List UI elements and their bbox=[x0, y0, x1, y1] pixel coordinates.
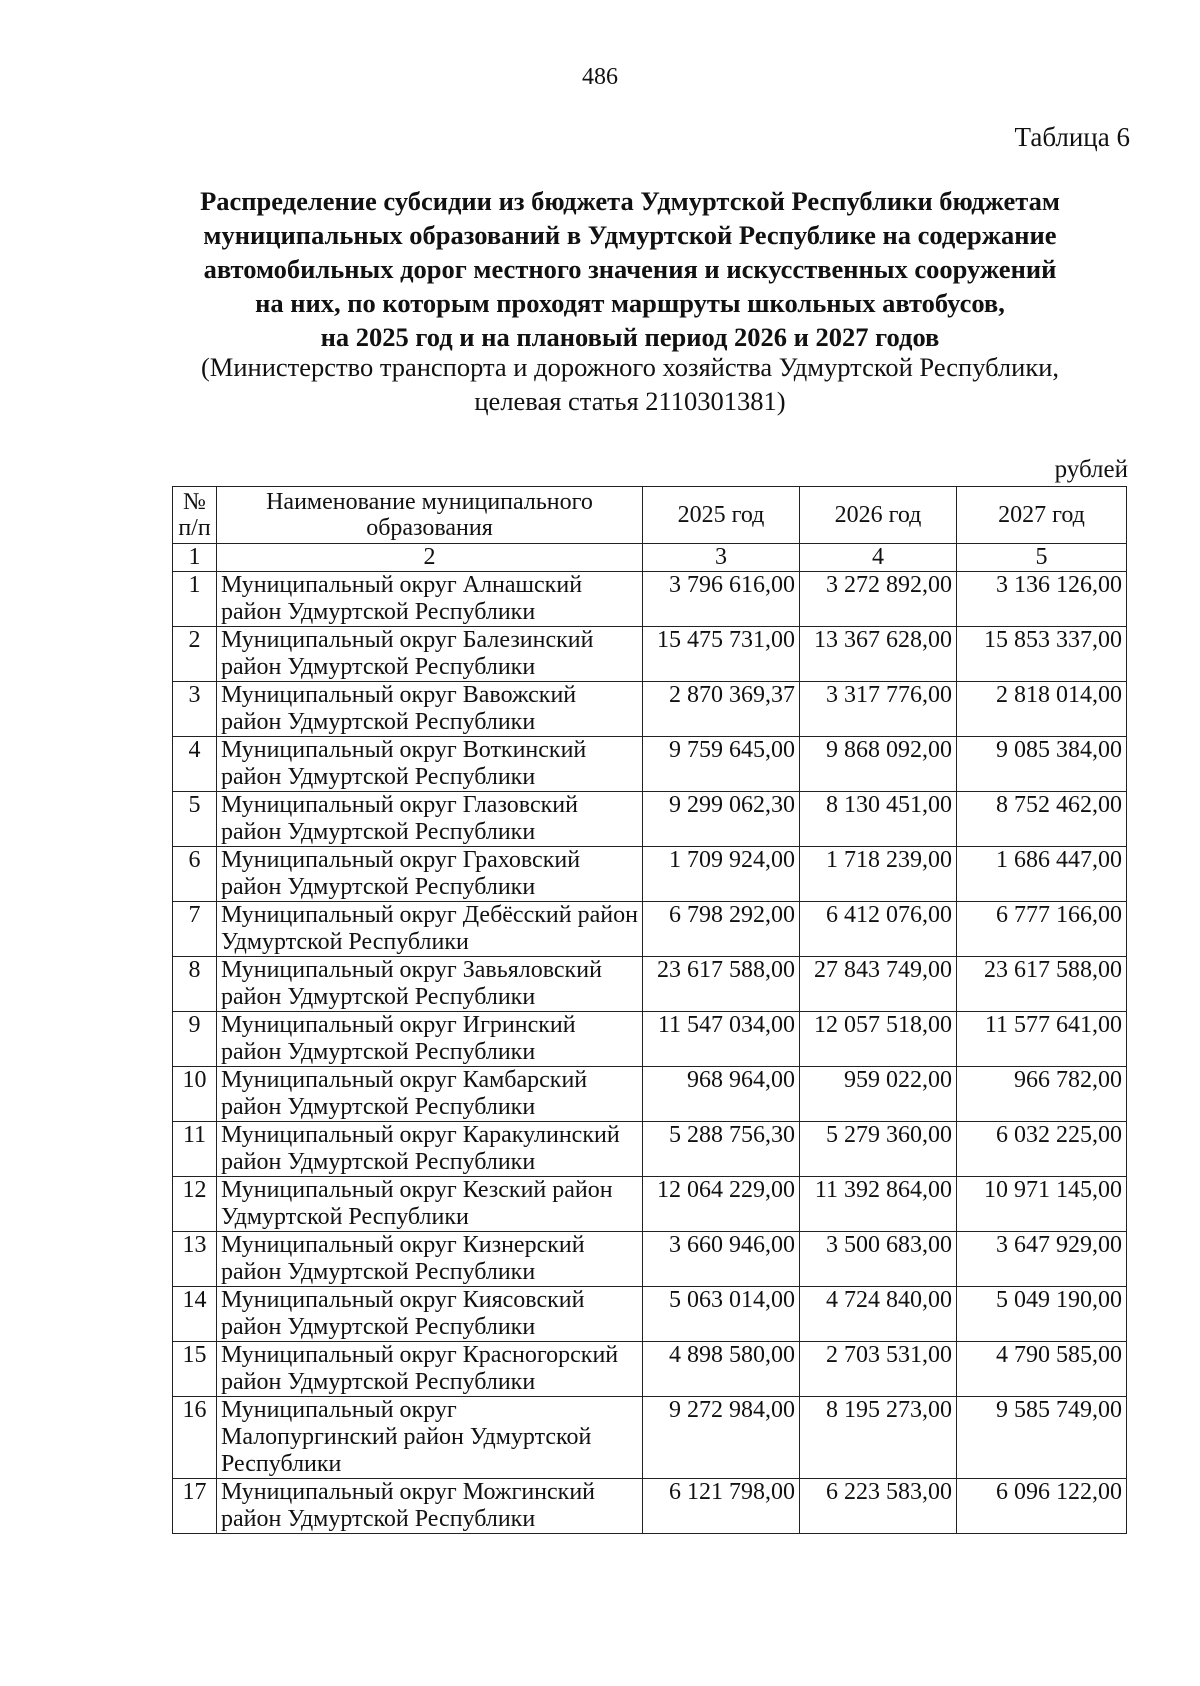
municipality-name: Муниципальный округ Вавожский район Удмуртской Республики bbox=[217, 682, 643, 737]
value-2027: 6 096 122,00 bbox=[957, 1479, 1127, 1534]
value-2027: 23 617 588,00 bbox=[957, 957, 1127, 1012]
value-2025: 6 798 292,00 bbox=[643, 902, 800, 957]
value-2027: 9 585 749,00 bbox=[957, 1397, 1127, 1479]
table-header-row bbox=[173, 487, 1127, 544]
value-2025: 6 121 798,00 bbox=[643, 1479, 800, 1534]
table-row bbox=[173, 1397, 1127, 1479]
title-line: на них, по которым проходят маршруты школьных автобусов, bbox=[255, 288, 1005, 318]
row-number: 7 bbox=[173, 902, 217, 957]
municipality-name: Муниципальный округ Алнашский район Удмуртской Республики bbox=[217, 572, 643, 627]
value-2026: 959 022,00 bbox=[800, 1067, 957, 1122]
value-2025: 23 617 588,00 bbox=[643, 957, 800, 1012]
title-line: автомобильных дорог местного значения и искусственных сооружений bbox=[203, 254, 1057, 284]
value-2026: 13 367 628,00 bbox=[800, 627, 957, 682]
municipality-name: Муниципальный округ Кезский район Удмуртской Республики bbox=[217, 1177, 643, 1232]
subtitle-line: целевая статья 2110301381) bbox=[474, 386, 786, 416]
value-2027: 11 577 641,00 bbox=[957, 1012, 1127, 1067]
value-2025: 15 475 731,00 bbox=[643, 627, 800, 682]
municipality-name: Муниципальный округ Балезинский район Удмуртской Республики bbox=[217, 627, 643, 682]
value-2025: 1 709 924,00 bbox=[643, 847, 800, 902]
row-number: 13 bbox=[173, 1232, 217, 1287]
subtitle-line: (Министерство транспорта и дорожного хозяйства Удмуртской Республики, bbox=[200, 352, 1059, 382]
value-2027: 1 686 447,00 bbox=[957, 847, 1127, 902]
value-2025: 9 272 984,00 bbox=[643, 1397, 800, 1479]
column-index: 1 bbox=[173, 544, 217, 572]
table-row bbox=[173, 1122, 1127, 1177]
table-row bbox=[173, 1012, 1127, 1067]
value-2027: 6 032 225,00 bbox=[957, 1122, 1127, 1177]
value-2026: 11 392 864,00 bbox=[800, 1177, 957, 1232]
table-row bbox=[173, 902, 1127, 957]
header-2027: 2027 год bbox=[957, 487, 1127, 544]
row-number: 11 bbox=[173, 1122, 217, 1177]
table-row bbox=[173, 957, 1127, 1012]
value-2027: 8 752 462,00 bbox=[957, 792, 1127, 847]
value-2026: 2 703 531,00 bbox=[800, 1342, 957, 1397]
value-2026: 3 272 892,00 bbox=[800, 572, 957, 627]
municipality-name: Муниципальный округ Кизнерский район Удмуртской Республики bbox=[217, 1232, 643, 1287]
row-number: 6 bbox=[173, 847, 217, 902]
title-line: муниципальных образований в Удмуртской Республике на содержание bbox=[203, 220, 1057, 250]
header-municipality: Наименование муниципального образования bbox=[217, 487, 643, 544]
value-2027: 5 049 190,00 bbox=[957, 1287, 1127, 1342]
table-row bbox=[173, 1232, 1127, 1287]
value-2025: 11 547 034,00 bbox=[643, 1012, 800, 1067]
value-2025: 3 796 616,00 bbox=[643, 572, 800, 627]
header-number: № п/п bbox=[173, 487, 217, 544]
value-2025: 9 759 645,00 bbox=[643, 737, 800, 792]
value-2025: 4 898 580,00 bbox=[643, 1342, 800, 1397]
value-2026: 3 500 683,00 bbox=[800, 1232, 957, 1287]
table-row bbox=[173, 1479, 1127, 1534]
value-2026: 8 130 451,00 bbox=[800, 792, 957, 847]
units-label: рублей bbox=[1054, 456, 1128, 483]
value-2026: 9 868 092,00 bbox=[800, 737, 957, 792]
header-2025: 2025 год bbox=[643, 487, 800, 544]
table-row bbox=[173, 1342, 1127, 1397]
column-index: 2 bbox=[217, 544, 643, 572]
table-label: Таблица 6 bbox=[1014, 122, 1130, 152]
table-body bbox=[173, 572, 1127, 1534]
value-2026: 5 279 360,00 bbox=[800, 1122, 957, 1177]
municipality-name: Муниципальный округ Каракулинский район Удмуртской Республики bbox=[217, 1122, 643, 1177]
column-index: 4 bbox=[800, 544, 957, 572]
value-2025: 12 064 229,00 bbox=[643, 1177, 800, 1232]
row-number: 4 bbox=[173, 737, 217, 792]
value-2026: 27 843 749,00 bbox=[800, 957, 957, 1012]
value-2025: 3 660 946,00 bbox=[643, 1232, 800, 1287]
table-row bbox=[173, 1287, 1127, 1342]
municipality-name: Муниципальный округ Малопургинский район Удмуртской Республики bbox=[217, 1397, 643, 1479]
municipality-name: Муниципальный округ Граховский район Удмуртской Республики bbox=[217, 847, 643, 902]
table-row bbox=[173, 847, 1127, 902]
value-2027: 10 971 145,00 bbox=[957, 1177, 1127, 1232]
document-title bbox=[150, 184, 1110, 354]
subsidy-table bbox=[172, 486, 1127, 1534]
value-2025: 5 063 014,00 bbox=[643, 1287, 800, 1342]
column-index: 3 bbox=[643, 544, 800, 572]
value-2026: 1 718 239,00 bbox=[800, 847, 957, 902]
value-2027: 3 136 126,00 bbox=[957, 572, 1127, 627]
table-row bbox=[173, 792, 1127, 847]
value-2026: 6 412 076,00 bbox=[800, 902, 957, 957]
value-2027: 6 777 166,00 bbox=[957, 902, 1127, 957]
value-2027: 966 782,00 bbox=[957, 1067, 1127, 1122]
value-2027: 4 790 585,00 bbox=[957, 1342, 1127, 1397]
row-number: 10 bbox=[173, 1067, 217, 1122]
title-line: на 2025 год и на плановый период 2026 и 2027 годов bbox=[320, 322, 940, 352]
municipality-name: Муниципальный округ Можгинский район Удмуртской Республики bbox=[217, 1479, 643, 1534]
row-number: 3 bbox=[173, 682, 217, 737]
page-number: 486 bbox=[582, 64, 618, 90]
value-2026: 3 317 776,00 bbox=[800, 682, 957, 737]
document-subtitle bbox=[150, 350, 1110, 418]
table-row bbox=[173, 682, 1127, 737]
value-2026: 12 057 518,00 bbox=[800, 1012, 957, 1067]
municipality-name: Муниципальный округ Дебёсский район Удмуртской Республики bbox=[217, 902, 643, 957]
municipality-name: Муниципальный округ Игринский район Удмуртской Республики bbox=[217, 1012, 643, 1067]
row-number: 9 bbox=[173, 1012, 217, 1067]
municipality-name: Муниципальный округ Завьяловский район Удмуртской Республики bbox=[217, 957, 643, 1012]
row-number: 2 bbox=[173, 627, 217, 682]
row-number: 14 bbox=[173, 1287, 217, 1342]
municipality-name: Муниципальный округ Киясовский район Удмуртской Республики bbox=[217, 1287, 643, 1342]
value-2027: 15 853 337,00 bbox=[957, 627, 1127, 682]
table-row bbox=[173, 1067, 1127, 1122]
row-number: 16 bbox=[173, 1397, 217, 1479]
header-2026: 2026 год bbox=[800, 487, 957, 544]
table-row bbox=[173, 737, 1127, 792]
row-number: 17 bbox=[173, 1479, 217, 1534]
value-2025: 2 870 369,37 bbox=[643, 682, 800, 737]
value-2025: 5 288 756,30 bbox=[643, 1122, 800, 1177]
municipality-name: Муниципальный округ Воткинский район Удмуртской Республики bbox=[217, 737, 643, 792]
row-number: 15 bbox=[173, 1342, 217, 1397]
row-number: 5 bbox=[173, 792, 217, 847]
value-2026: 4 724 840,00 bbox=[800, 1287, 957, 1342]
table-row bbox=[173, 627, 1127, 682]
municipality-name: Муниципальный округ Глазовский район Удмуртской Республики bbox=[217, 792, 643, 847]
municipality-name: Муниципальный округ Камбарский район Удмуртской Республики bbox=[217, 1067, 643, 1122]
row-number: 8 bbox=[173, 957, 217, 1012]
value-2025: 9 299 062,30 bbox=[643, 792, 800, 847]
title-line: Распределение субсидии из бюджета Удмуртской Республики бюджетам bbox=[200, 186, 1060, 216]
value-2027: 2 818 014,00 bbox=[957, 682, 1127, 737]
column-index: 5 bbox=[957, 544, 1127, 572]
value-2026: 6 223 583,00 bbox=[800, 1479, 957, 1534]
value-2027: 3 647 929,00 bbox=[957, 1232, 1127, 1287]
row-number: 1 bbox=[173, 572, 217, 627]
table-row bbox=[173, 1177, 1127, 1232]
value-2026: 8 195 273,00 bbox=[800, 1397, 957, 1479]
value-2025: 968 964,00 bbox=[643, 1067, 800, 1122]
row-number: 12 bbox=[173, 1177, 217, 1232]
municipality-name: Муниципальный округ Красногорский район Удмуртской Республики bbox=[217, 1342, 643, 1397]
table-row bbox=[173, 572, 1127, 627]
column-index-row bbox=[173, 544, 1127, 572]
value-2027: 9 085 384,00 bbox=[957, 737, 1127, 792]
